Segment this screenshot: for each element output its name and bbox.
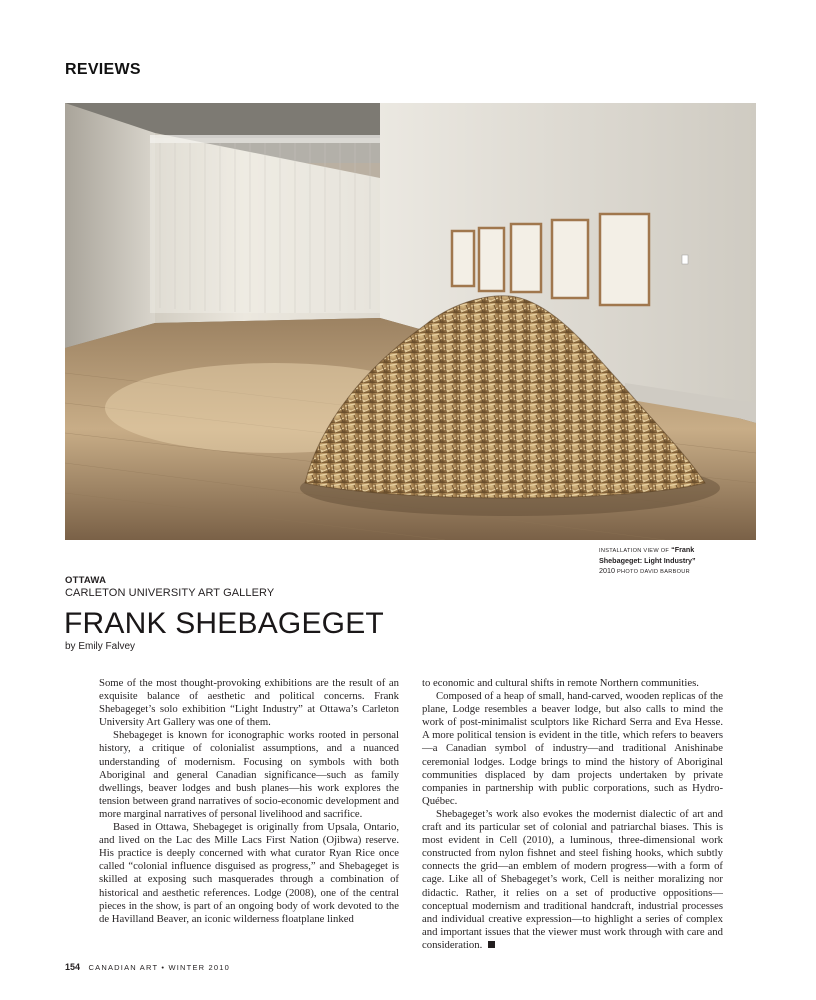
article-column-left (99, 677, 399, 926)
review-location: OTTAWA (65, 575, 107, 586)
review-venue: CARLETON UNIVERSITY ART GALLERY (65, 587, 275, 599)
page-number: 154 (65, 962, 81, 972)
article-byline: by Emily Falvey (65, 641, 136, 652)
section-label: REVIEWS (65, 61, 141, 78)
paragraph: Some of the most thought-provoking exhibitions are the result of an exquisite balance of aesthetic and political concerns. Frank Shebageget’s solo exhibition “Light Industry” at Ottawa’s Carleton University Art Gallery was one of them. (99, 677, 399, 729)
caption-prefix: INSTALLATION VIEW OF (599, 548, 670, 554)
caption-year: 2010 (599, 566, 615, 575)
caption-title: “Frank (671, 545, 695, 554)
page-folio (65, 962, 230, 972)
article-column-right (422, 677, 723, 952)
paragraph: Shebageget is known for iconographic works rooted in personal history, a critique of colonialist assumptions, and a nuanced understanding of modernism. Focusing on symbols with both Aboriginal and general Canadian significance—such as family dwellings, beaver lodges and bush planes—his work explores the tension between grand narratives of socio-economic development and more marginal narratives of personal livelihood and sacrifice. (99, 729, 399, 820)
publication-issue: CANADIAN ART • WINTER 2010 (88, 963, 231, 972)
paragraph-last (422, 808, 723, 952)
paragraph: Composed of a heap of small, hand-carved, wooden replicas of the plane, Lodge resembles a beaver lodge, but also calls to mind the work of post-minimalist sculptors like Richard Serra and Eva Hesse. A more political tension is evident in the title, which refers to beavers—a Canadian symbol of industry—and traditional Anishinabe ceremonial lodges. Lodge brings to mind the history of Aboriginal communities displaced by dam projects undertaken by private companies in partnership with public corporations, such as Hydro-Québec. (422, 690, 723, 807)
gallery-installation-image (65, 103, 756, 540)
installation-photo (65, 103, 756, 540)
caption-title-cont: Shebageget: Light Industry” (599, 556, 696, 565)
caption-credit: PHOTO DAVID BARBOUR (617, 569, 690, 575)
paragraph: to economic and cultural shifts in remote Northern communities. (422, 677, 699, 689)
paragraph: Based in Ottawa, Shebageget is originally from Upsala, Ontario, and lived on the Lac des Mille Lacs First Nation (Ojibwa) reserve. His practice is deeply concerned with what curator Ryan Rice once called “colonial influence disguised as progress,” and Shebageget is skilled at exposing such masquerades through a combination of historical and aesthetic references. Lodge (2008), one of the central pieces in the show, is part of an ongoing body of work devoted to the de Havilland Beaver, an iconic wilderness floatplane linked (99, 821, 399, 925)
end-mark-icon (488, 941, 495, 948)
article-headline: FRANK SHEBAGEGET (64, 607, 384, 640)
paragraph-text: Shebageget’s work also evokes the modernist dialectic of art and craft and its particular set of colonial and patriarchal biases. This is most evident in Cell (2010), a luminous, three-dimensional work constructed from nylon fishnet and steel fishing hooks, which subtly connects the grid—an emblem of modern progress—with a form of cage. Like all of Shebageget’s work, Cell is neither moralizing nor didactic. Rather, it relies on a set of productive oppositions—conceptual modernism and traditional handcraft, industrial processes and individual creative expression—to highlight a series of complex and important issues that the viewer must work through with care and consideration. (422, 807, 723, 951)
photo-caption (599, 545, 739, 577)
